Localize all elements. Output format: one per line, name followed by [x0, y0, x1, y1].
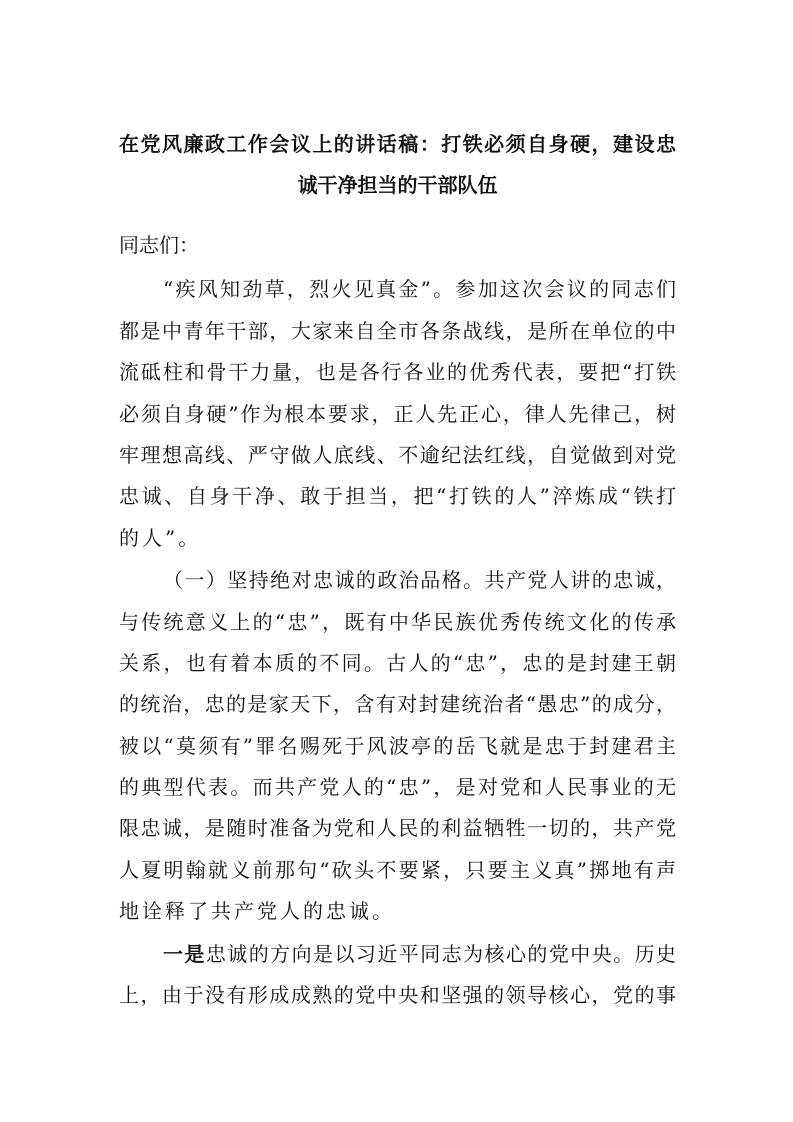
text-line: 的统治，忠的是家天下，含有对封建统治者“愚忠”的成分，	[119, 692, 676, 717]
text-line: 都是中青年干部，大家来自全市各条战线，是所在单位的中	[119, 318, 676, 343]
document-body	[119, 225, 676, 1016]
paragraph-3	[119, 934, 676, 1017]
text-line: 的典型代表。而共产党人的“忠”，是对党和人民事业的无	[119, 775, 676, 800]
bold-lead: 一是	[163, 941, 206, 966]
text-line: 地诠释了共产党人的忠诚。	[119, 899, 395, 924]
text-line	[119, 934, 676, 975]
text-line: 流砥柱和骨干力量，也是各行各业的优秀代表，要把“打铁	[119, 360, 676, 385]
text-line: “疾风知劲草，烈火见真金”。参加这次会议的同志们	[163, 277, 676, 302]
text-line: 人夏明翰就义前那句“砍头不要紧，只要主义真”掷地有声	[119, 857, 676, 882]
text-line: 必须自身硬”作为根本要求，正人先正心，律人先律己，树	[119, 401, 676, 426]
text-line: 与传统意义上的“忠”，既有中华民族优秀传统文化的传承	[119, 609, 676, 634]
text-line: 关系，也有着本质的不同。古人的“忠”，忠的是封建王朝	[119, 650, 676, 675]
text-line: 牢理想高线、严守做人底线、不逾纪法红线，自觉做到对党	[119, 442, 676, 467]
title-line-1: 在党风廉政工作会议上的讲话稿：打铁必须自身硬，建设忠	[119, 132, 676, 156]
title-line-2: 诚干净担当的干部队伍	[297, 173, 498, 197]
greeting: 同志们：	[119, 233, 199, 257]
text-line: 限忠诚，是随时准备为党和人民的利益牺牲一切的，共产党	[119, 816, 676, 841]
text-line: （一）坚持绝对忠诚的政治品格。共产党人讲的忠诚，	[163, 568, 676, 593]
text-line: 的人”。	[119, 525, 202, 550]
paragraph-1	[119, 269, 676, 559]
text-line: 上，由于没有形成成熟的党中央和坚强的领导核心，党的事	[119, 983, 676, 1008]
text-line: 忠诚、自身干净、敢于担当，把“打铁的人”淬炼成“铁打	[119, 484, 676, 509]
paragraph-2	[119, 560, 676, 933]
text-line: 被以“莫须有”罪名赐死于风波亭的岳飞就是忠于封建君主	[119, 733, 676, 758]
document-title	[119, 124, 676, 206]
text-span: 忠诚的方向是以习近平同志为核心的党中央。历史	[205, 941, 677, 966]
